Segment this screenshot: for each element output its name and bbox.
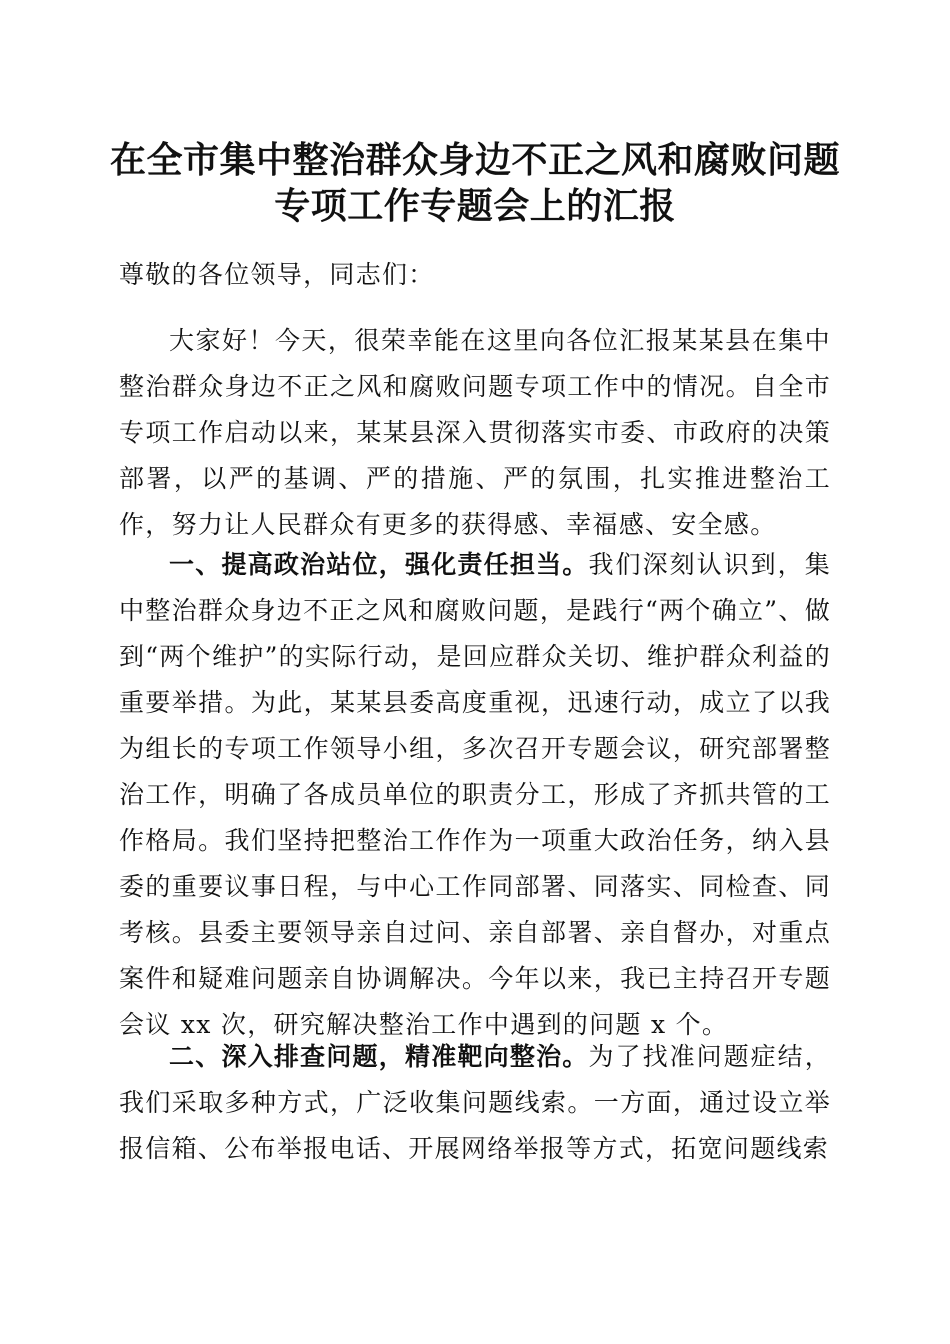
document-title-line-1: 在全市集中整治群众身边不正之风和腐败问题 [109, 139, 840, 181]
paragraph-section-1 [119, 542, 831, 1048]
paragraph-body: 大家好！今天，很荣幸能在这里向各位汇报某某县在集中整治群众身边不正之风和腐败问题专项工作中的情况。自全市专项工作启动以来，某某县深入贯彻落实市委、市政府的决策部署，以严的基调、严的措施、严的氛围，扎实推进整治工作，努力让人民群众有更多的获得感、幸福感、安全感。 [119, 326, 831, 539]
paragraph-body: 我们深刻认识到，集中整治群众身边不正之风和腐败问题，是践行“两个确立”、做到“两个维护”的实际行动，是回应群众关切、维护群众利益的重要举措。为此，某某县委高度重视，迅速行动，成立了以我为组长的专项工作领导小组，多次召开专题会议，研究部署整治工作，明确了各成员单位的职责分工，形成了齐抓共管的工作格局。我们坚持把整治工作作为一项重大政治任务，纳入县委的重要议事日程，与中心工作同部署、同落实、同检查、同考核。县委主要领导亲自过问、亲自部署、亲自督办，对重点案件和疑难问题亲自协调解决。今年以来，我已主持召开专题会议 xx 次，研究解决整治工作中遇到的问题 x 个。 [119, 550, 831, 1039]
document-title-line-2: 专项工作专题会上的汇报 [274, 185, 676, 227]
section-heading: 一、提高政治站位，强化责任担当。 [169, 550, 589, 579]
paragraph-body: 为了找准问题症结，我们采取多种方式，广泛收集问题线索。一方面，通过设立举报信箱、公布举报电话、开展网络举报等方式，拓宽问题线索 [119, 1042, 831, 1163]
paragraph-intro [119, 318, 831, 548]
paragraph-section-2 [119, 1034, 831, 1172]
section-heading: 二、深入排查问题，精准靶向整治。 [169, 1042, 589, 1071]
salutation: 尊敬的各位领导，同志们： [119, 260, 435, 289]
